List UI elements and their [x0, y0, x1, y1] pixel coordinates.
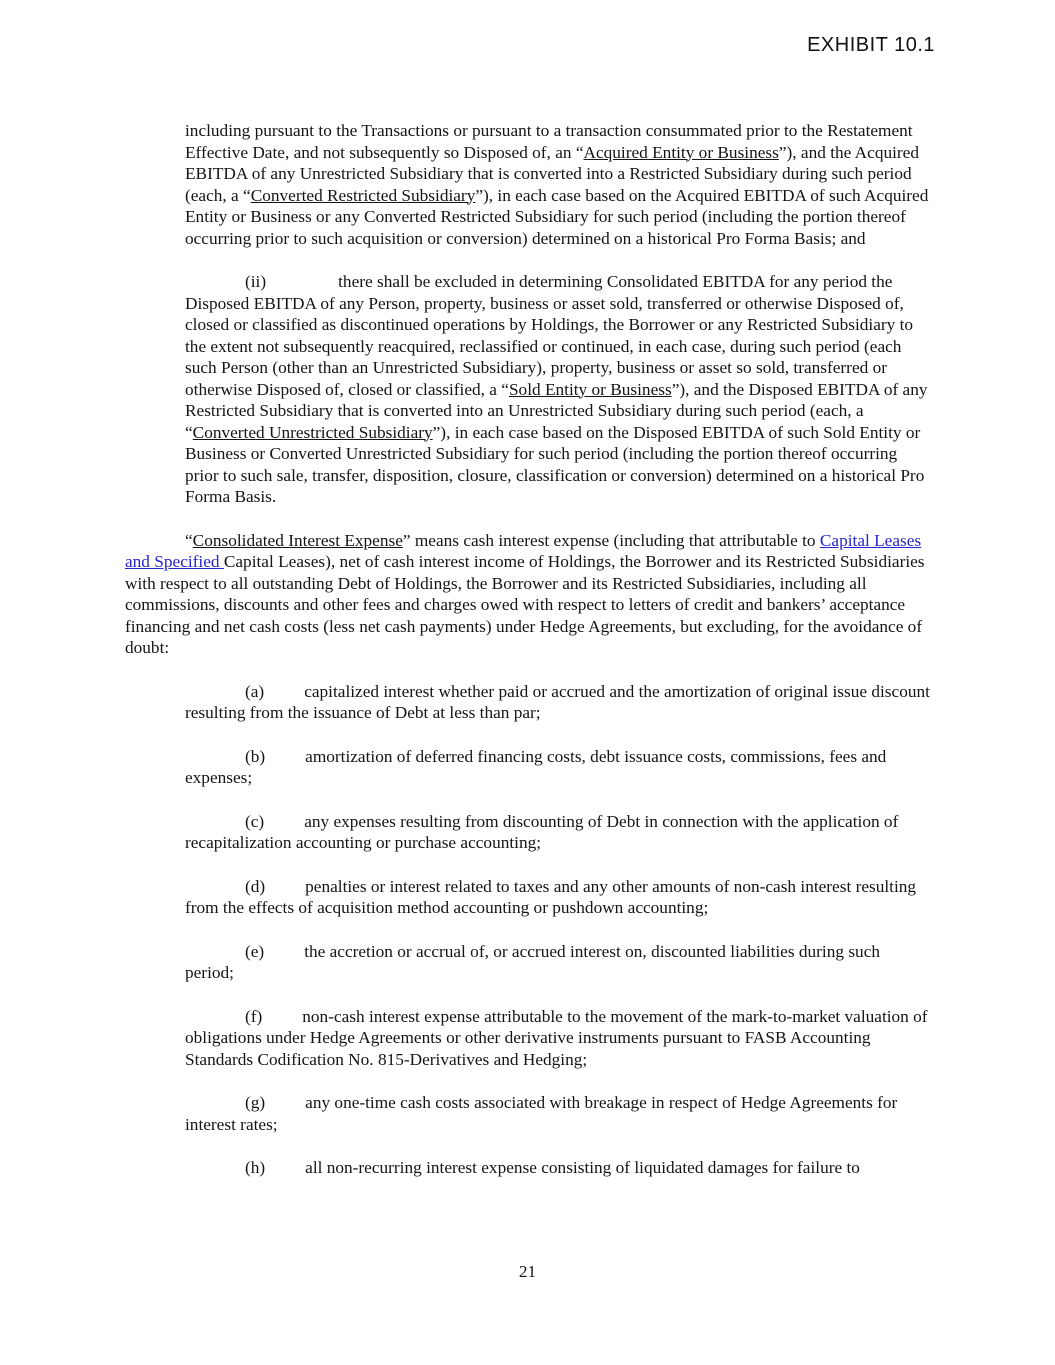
list-item-label: (b) — [245, 746, 266, 766]
defined-term: Sold Entity or Business — [508, 379, 672, 399]
first-line-indent — [185, 1172, 245, 1173]
list-item-f — [185, 1006, 931, 1071]
text-run: ” means cash interest expense (including that attributable to — [402, 530, 820, 550]
tab-spacer — [264, 826, 304, 827]
list-item-b — [185, 746, 931, 789]
list-item-c — [185, 811, 931, 854]
defined-term: Acquired Entity or Business — [583, 142, 779, 162]
exhibit-header: EXHIBIT 10.1 — [807, 34, 935, 56]
defined-term: Consolidated Interest Expense — [192, 530, 403, 550]
tab-spacer — [265, 891, 305, 892]
text-run: amortization of deferred financing costs, debt issuance costs, commissions, fees and expenses; — [185, 746, 887, 787]
text-run: including pursuant to the Transactions or pursuant to a transaction consummated prior to the Restatement Effective Date, and not subsequently so Disposed of, an “ — [185, 121, 913, 162]
tab-spacer — [264, 696, 304, 697]
list-item-label: (e) — [245, 941, 265, 961]
defined-term: Converted Unrestricted Subsidiary — [192, 422, 433, 442]
capital-leases-link[interactable]: Capital Leases and Specified — [125, 530, 922, 571]
list-item-label: (d) — [245, 876, 266, 896]
first-line-indent — [125, 545, 185, 546]
text-run: ”), in each case based on the Acquired EBITDA of such Acquired Entity or Business or any Converted Restricted Subsidiary for such period (including the portion thereof occurring prior to such acquisition or conversion) determined on a historical Pro Forma Basis; and — [185, 185, 929, 248]
first-line-indent — [185, 761, 245, 762]
text-run: the accretion or accrual of, or accrued interest on, discounted liabilities during such period; — [185, 941, 881, 982]
list-item-label: (a) — [245, 681, 265, 701]
list-item-label: (g) — [245, 1093, 266, 1112]
tab-spacer — [265, 1172, 305, 1173]
first-line-indent — [185, 696, 245, 697]
text-run: there shall be excluded in determining Consolidated EBITDA for any period the Disposed EBITDA of any Person, property, business or asset sold, transferred or otherwise Disposed of, closed or classified as discontinued operations by Holdings, the Borrower or any Restricted Subsidiary to the extent not subsequently reacquired, reclassified or continued, in each case, during such period (each such Person (other than an Unrestricted Subsidiary), property, business or asset so sold, transferred or otherwise Disposed of, closed or classified, a “ — [185, 272, 914, 399]
text-run: “ — [185, 530, 193, 550]
list-item-d — [185, 876, 931, 919]
defined-term: Converted Restricted Subsidiary — [250, 185, 476, 205]
text-run: any expenses resulting from discounting of Debt in connection with the application of recapitalization accounting or purchase accounting; — [185, 811, 899, 852]
list-item-label: (c) — [245, 811, 265, 831]
first-line-indent — [185, 1107, 245, 1108]
list-item-g — [185, 1092, 931, 1135]
paragraph-3 — [125, 530, 931, 659]
tab-spacer — [264, 956, 304, 957]
list-item-h — [185, 1157, 931, 1179]
list-item-label: (ii) — [245, 272, 267, 291]
tab-spacer — [265, 761, 305, 762]
text-run: Capital Leases), net of cash interest income of Holdings, the Borrower and its Restricted Subsidiaries with respect to all outstanding Debt of Holdings, the Borrower and its Restricted Subsidiaries, including all commissions, discounts and other fees and charges owed with respect to letters of credit and bankers’ acceptance financing and net cash costs (less net cash payments) under Hedge Agreements, but excluding, for the avoidance of doubt: — [125, 552, 925, 657]
tab-spacer — [265, 1107, 305, 1108]
first-line-indent — [185, 1021, 245, 1022]
text-run: all non-recurring interest expense consisting of liquidated damages for failure to — [305, 1158, 860, 1177]
list-item-ii — [185, 271, 931, 508]
document-content — [125, 120, 931, 1201]
first-line-indent — [185, 286, 245, 287]
tab-spacer — [262, 1021, 302, 1022]
list-item-label: (f) — [245, 1006, 263, 1026]
text-run: non-cash interest expense attributable to the movement of the mark-to-market valuation of obligations under Hedge Agreements or other derivative instruments pursuant to FASB Accounting Standards Codification No. 815-Derivatives and Hedging; — [185, 1006, 928, 1069]
page-number: 21 — [518, 1262, 537, 1281]
paragraph-1 — [185, 120, 931, 249]
text-run: ”), in each case based on the Disposed EBITDA of such Sold Entity or Business or Converted Unrestricted Subsidiary for such period (including the portion thereof occurring prior to such sale, transfer, disposition, closure, classification or conversion) determined on a historical Pro Forma Basis. — [185, 422, 925, 506]
text-run: penalties or interest related to taxes and any other amounts of non-cash interest resulting from the effects of acquisition method accounting or pushdown accounting; — [185, 876, 917, 917]
text-run: ”), and the Disposed EBITDA of any Restricted Subsidiary that is converted into an Unrestricted Subsidiary during such period (each, a “ — [185, 379, 928, 442]
list-item-label: (h) — [245, 1158, 266, 1177]
tab-spacer — [266, 286, 338, 287]
first-line-indent — [185, 956, 245, 957]
list-item-a — [185, 681, 931, 724]
text-run: capitalized interest whether paid or accrued and the amortization of original issue discount resulting from the issuance of Debt at less than par; — [185, 681, 930, 722]
text-run: ”), and the Acquired EBITDA of any Unrestricted Subsidiary that is converted into a Restricted Subsidiary during such period (each, a “ — [185, 142, 919, 205]
list-item-e — [185, 941, 931, 984]
first-line-indent — [185, 891, 245, 892]
first-line-indent — [185, 826, 245, 827]
text-run: any one-time cash costs associated with breakage in respect of Hedge Agreements for interest rates; — [185, 1093, 898, 1134]
